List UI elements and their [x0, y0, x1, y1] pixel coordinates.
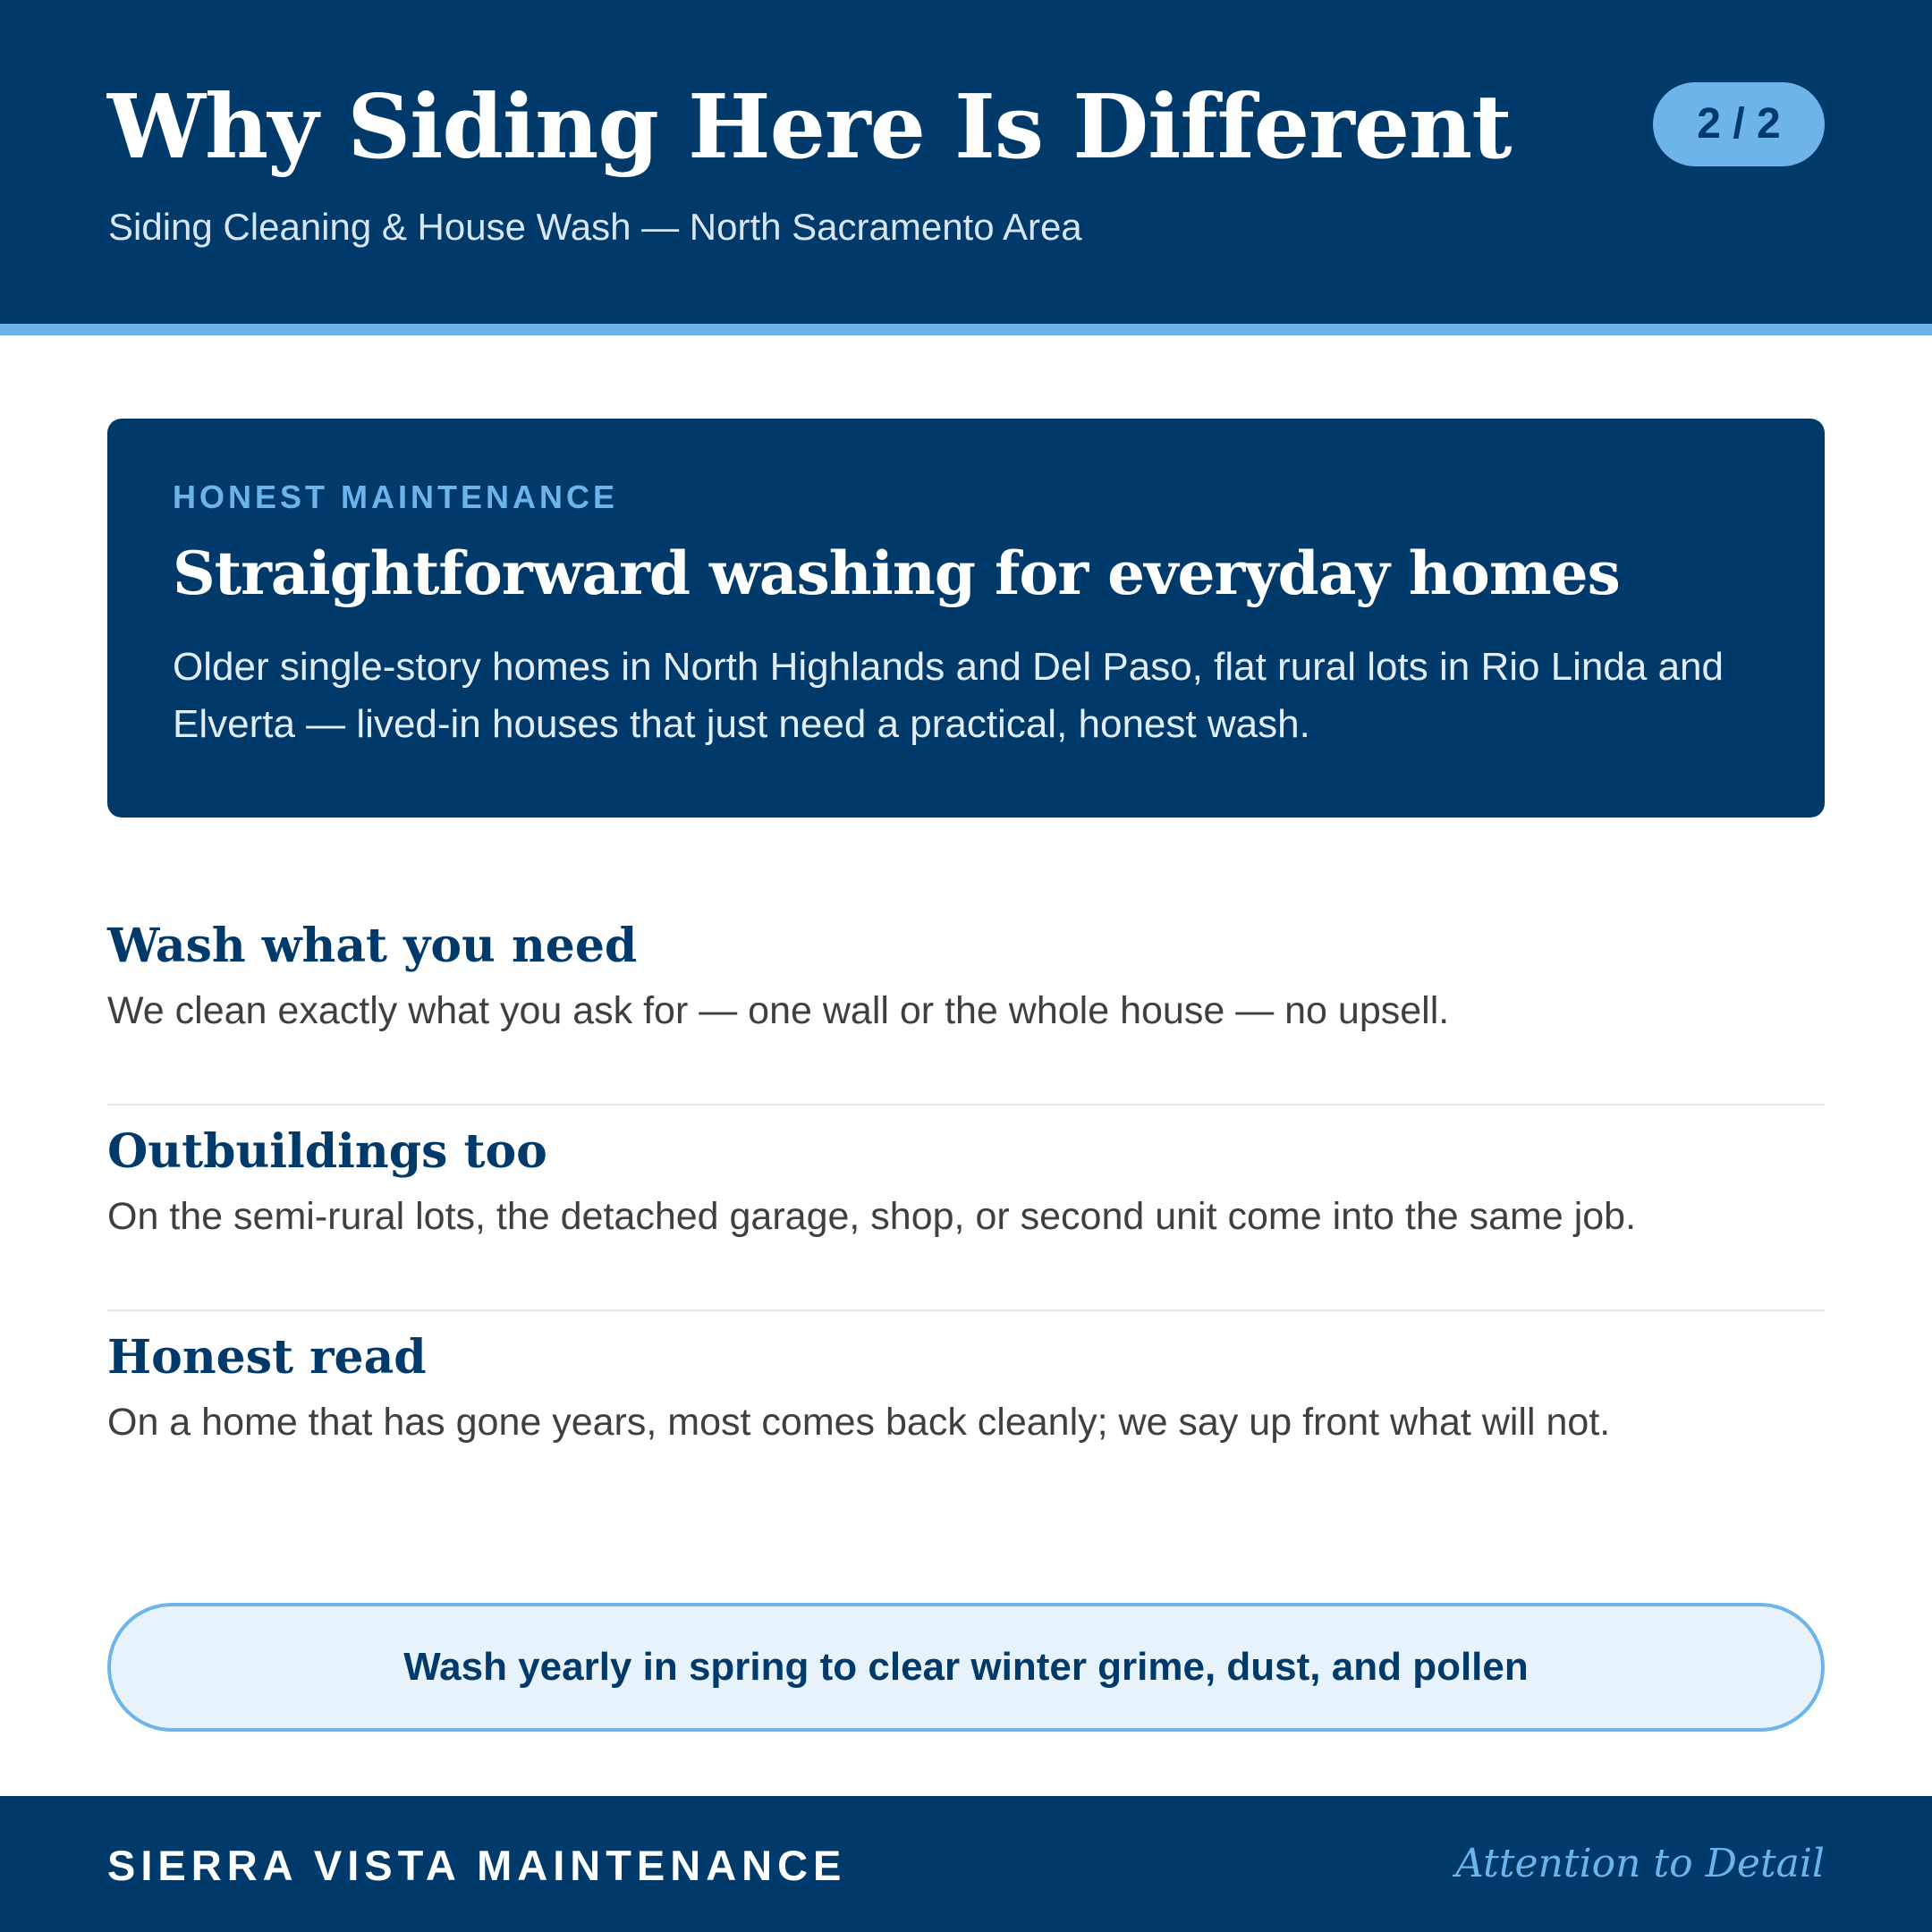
footer-banner — [0, 1796, 1932, 1932]
seasonal-tip-banner: Wash yearly in spring to clear winter grime, dust, and pollen — [107, 1603, 1825, 1732]
feature-card — [107, 419, 1825, 818]
benefit-text: On the semi-rural lots, the detached garage, shop, or second unit come into the same job. — [107, 1195, 1637, 1238]
card-body: Older single-story homes in North Highlands and Del Paso, flat rural lots in Rio Linda and Elverta — lived-in houses that just need a practical, honest wash. — [173, 645, 1724, 746]
benefit-title: Outbuildings too — [107, 1124, 547, 1179]
card-heading: Straightforward washing for everyday homes — [173, 538, 1620, 608]
benefit-text: We clean exactly what you ask for — one wall or the whole house — no upsell. — [107, 989, 1450, 1032]
benefit-item — [107, 1104, 1825, 1309]
page-indicator-badge: 2 / 2 — [1653, 82, 1825, 166]
page-subtitle: Siding Cleaning & House Wash — North Sacramento Area — [108, 206, 1082, 248]
benefit-item — [107, 898, 1825, 1104]
benefit-item — [107, 1309, 1825, 1515]
header-banner — [0, 0, 1932, 324]
footer-tagline: Attention to Detail — [1455, 1841, 1825, 1886]
benefit-text: On a home that has gone years, most comes back cleanly; we say up front what will not. — [107, 1401, 1611, 1444]
footer-brand-name: SIERRA VISTA MAINTENANCE — [107, 1842, 847, 1889]
benefit-title: Wash what you need — [107, 919, 638, 973]
page-title: Why Siding Here Is Different — [107, 76, 1512, 179]
benefit-title: Honest read — [107, 1330, 427, 1385]
header-accent-rule — [0, 324, 1932, 335]
benefit-list — [107, 898, 1825, 1515]
card-kicker: HONEST MAINTENANCE — [173, 479, 619, 515]
